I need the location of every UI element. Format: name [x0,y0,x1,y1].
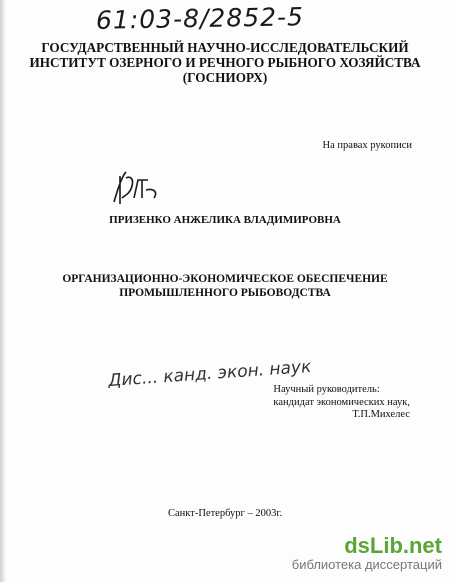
author-name: ПРИЗЕНКО АНЖЕЛИКА ВЛАДИМИРОВНА [109,214,341,226]
advisor-label: Научный руководитель: [273,384,380,395]
watermark-logo: dsLib.net [344,533,442,558]
institution-header [0,40,450,85]
advisor-name: Т.П.Михелес [352,409,410,420]
title-line-1: ОРГАНИЗАЦИОННО-ЭКОНОМИЧЕСКОЕ ОБЕСПЕЧЕНИЕ [62,273,388,285]
advisor-degree: кандидат экономических наук, [273,396,410,408]
title-line-2: ПРОМЫШЛЕННОГО РЫБОВОДСТВА [119,287,331,299]
dslib-watermark [292,535,442,572]
signature-image [108,168,168,215]
rights-note: На правах рукописи [322,140,412,151]
watermark-subtitle: библиотека диссертаций [291,557,442,572]
advisor-block [273,384,410,422]
institution-line-1: ГОСУДАРСТВЕННЫЙ НАУЧНО-ИССЛЕДОВАТЕЛЬСКИЙ [41,40,409,55]
dissertation-title [0,272,450,300]
institution-line-2: ИНСТИТУТ ОЗЕРНОГО И РЕЧНОГО РЫБНОГО ХОЗЯЙСТВА [29,55,421,70]
handwritten-catalog-code: 61:03-8/2852-5 [95,2,305,35]
city-year: Санкт-Петербург – 2003г. [168,508,283,519]
institution-line-3: (ГОСНИОРХ) [182,70,268,85]
handwritten-note-text: Дис... канд. экон. наук [107,358,312,388]
